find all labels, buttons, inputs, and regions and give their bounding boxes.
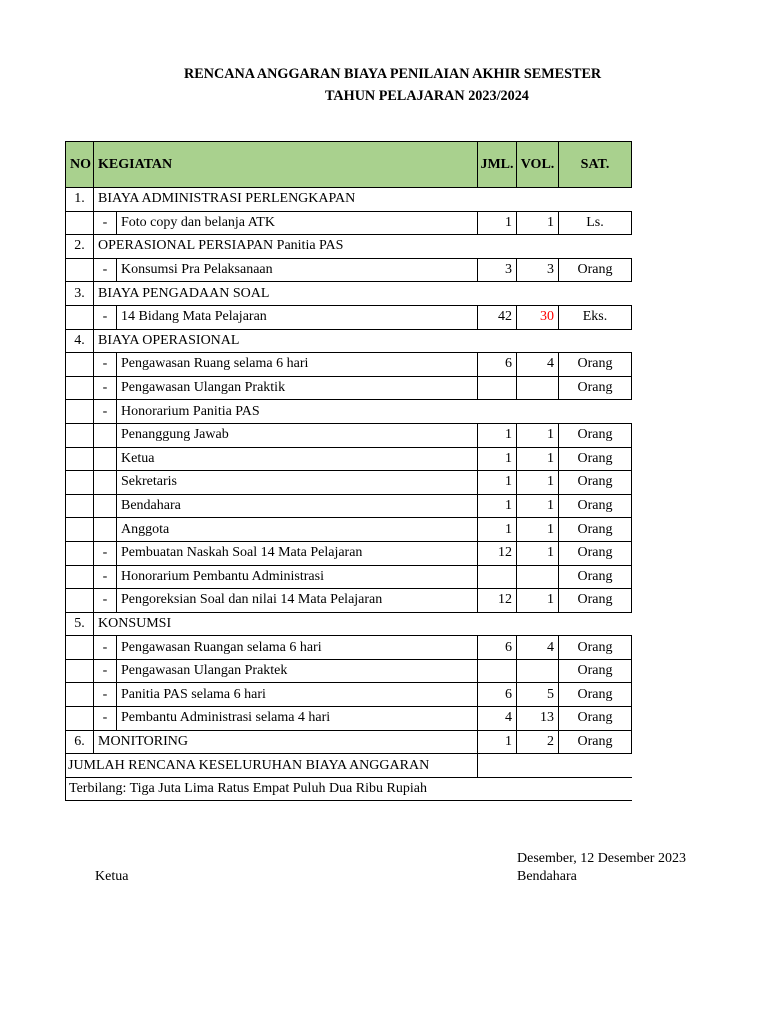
item-name: Pengawasan Ruang selama 6 hari	[117, 353, 478, 377]
sat-cell: Orang	[559, 423, 632, 447]
budget-table	[65, 141, 632, 801]
table-row	[66, 400, 632, 424]
item-name: 14 Bidang Mata Pelajaran	[117, 305, 478, 329]
sat-cell: Orang	[559, 353, 632, 377]
table-row	[66, 258, 632, 282]
jml-cell	[478, 376, 517, 400]
table-row	[66, 376, 632, 400]
table-row	[66, 541, 632, 565]
dash-cell	[94, 471, 117, 495]
item-name: Pengawasan Ulangan Praktik	[117, 376, 478, 400]
section-row	[66, 329, 632, 353]
sat-cell: Orang	[559, 258, 632, 282]
vol-cell: 4	[517, 636, 559, 660]
sat-cell: Orang	[559, 565, 632, 589]
jml-cell	[478, 659, 517, 683]
dash-cell: -	[94, 589, 117, 613]
section-label: BIAYA PENGADAAN SOAL	[94, 282, 632, 306]
section-label: MONITORING	[94, 730, 478, 754]
sat-cell: Orang	[559, 589, 632, 613]
dash-cell	[94, 494, 117, 518]
no-cell	[66, 707, 94, 731]
dash-cell: -	[94, 707, 117, 731]
item-name: Penanggung Jawab	[117, 423, 478, 447]
no-cell	[66, 305, 94, 329]
vol-cell: 1	[517, 494, 559, 518]
table-row	[66, 423, 632, 447]
vol-cell: 1	[517, 589, 559, 613]
table-row	[66, 471, 632, 495]
table-header-row	[66, 142, 632, 188]
no-cell	[66, 211, 94, 235]
section-label: OPERASIONAL PERSIAPAN Panitia PAS	[94, 235, 632, 259]
sat-cell: Eks.	[559, 305, 632, 329]
jml-cell: 12	[478, 589, 517, 613]
no-cell	[66, 565, 94, 589]
header-vol: VOL.	[517, 142, 559, 188]
table-row	[66, 589, 632, 613]
sat-cell: Orang	[559, 636, 632, 660]
no-cell	[66, 541, 94, 565]
table-row	[66, 707, 632, 731]
dash-cell: -	[94, 659, 117, 683]
jml-cell: 4	[478, 707, 517, 731]
budget-table-container	[65, 141, 631, 801]
sat-cell: Orang	[559, 730, 632, 754]
no-cell	[66, 353, 94, 377]
vol-cell: 3	[517, 258, 559, 282]
table-row	[66, 659, 632, 683]
dash-cell	[94, 423, 117, 447]
jml-cell: 6	[478, 683, 517, 707]
no-cell	[66, 258, 94, 282]
section-row	[66, 282, 632, 306]
item-name: Panitia PAS selama 6 hari	[117, 683, 478, 707]
section-label: KONSUMSI	[94, 612, 632, 636]
section-row	[66, 188, 632, 212]
no-cell	[66, 494, 94, 518]
vol-cell: 1	[517, 447, 559, 471]
sat-cell: Orang	[559, 707, 632, 731]
terbilang-text: Terbilang: Tiga Juta Lima Ratus Empat Puluh Dua Ribu Rupiah	[66, 777, 632, 801]
monitoring-row	[66, 730, 632, 754]
dash-cell: -	[94, 541, 117, 565]
dash-cell	[94, 447, 117, 471]
table-row	[66, 305, 632, 329]
section-no: 2.	[66, 235, 94, 259]
item-name: Ketua	[117, 447, 478, 471]
item-name: Anggota	[117, 518, 478, 542]
total-row	[66, 754, 632, 778]
sat-cell: Orang	[559, 376, 632, 400]
sat-cell: Orang	[559, 471, 632, 495]
jml-cell	[478, 565, 517, 589]
table-row	[66, 447, 632, 471]
title-line-1: RENCANA ANGGARAN BIAYA PENILAIAN AKHIR SEMESTER	[184, 66, 602, 82]
vol-cell	[517, 376, 559, 400]
sat-cell: Orang	[559, 518, 632, 542]
section-label: BIAYA OPERASIONAL	[94, 329, 632, 353]
signature-right-role: Bendahara	[517, 869, 577, 884]
no-cell	[66, 636, 94, 660]
table-row	[66, 211, 632, 235]
dash-cell: -	[94, 211, 117, 235]
jml-cell: 1	[478, 447, 517, 471]
section-no: 6.	[66, 730, 94, 754]
sat-cell: Orang	[559, 659, 632, 683]
jml-cell: 1	[478, 423, 517, 447]
header-sat: SAT.	[559, 142, 632, 188]
dash-cell	[94, 518, 117, 542]
table-row	[66, 518, 632, 542]
header-no: NO	[66, 142, 94, 188]
total-label: JUMLAH RENCANA KESELURUHAN BIAYA ANGGARAN	[66, 754, 478, 778]
vol-cell: 1	[517, 541, 559, 565]
section-row	[66, 235, 632, 259]
item-name: Sekretaris	[117, 471, 478, 495]
section-no: 4.	[66, 329, 94, 353]
item-name: Pembantu Administrasi selama 4 hari	[117, 707, 478, 731]
jml-cell: 1	[478, 494, 517, 518]
table-row	[66, 353, 632, 377]
jml-cell: 6	[478, 353, 517, 377]
dash-cell: -	[94, 683, 117, 707]
no-cell	[66, 471, 94, 495]
jml-cell: 42	[478, 305, 517, 329]
no-cell	[66, 400, 94, 424]
sat-cell: Orang	[559, 494, 632, 518]
sat-cell: Orang	[559, 447, 632, 471]
dash-cell: -	[94, 258, 117, 282]
vol-cell: 4	[517, 353, 559, 377]
item-name: Pengawasan Ulangan Praktek	[117, 659, 478, 683]
item-name: Pengawasan Ruangan selama 6 hari	[117, 636, 478, 660]
no-cell	[66, 447, 94, 471]
jml-cell: 3	[478, 258, 517, 282]
vol-cell-highlight: 30	[517, 305, 559, 329]
dash-cell: -	[94, 565, 117, 589]
vol-cell: 1	[517, 211, 559, 235]
header-jml: JML.	[478, 142, 517, 188]
jml-cell: 1	[478, 211, 517, 235]
document-title	[0, 66, 630, 106]
section-no: 3.	[66, 282, 94, 306]
signature-date: Desember, 12 Desember 2023	[517, 851, 686, 866]
vol-cell: 1	[517, 518, 559, 542]
vol-cell: 1	[517, 471, 559, 495]
sat-cell: Orang	[559, 541, 632, 565]
table-row	[66, 565, 632, 589]
item-name: Konsumsi Pra Pelaksanaan	[117, 258, 478, 282]
vol-cell: 5	[517, 683, 559, 707]
item-name: Bendahara	[117, 494, 478, 518]
header-kegiatan: KEGIATAN	[94, 142, 478, 188]
no-cell	[66, 423, 94, 447]
vol-cell: 1	[517, 423, 559, 447]
no-cell	[66, 376, 94, 400]
table-row	[66, 494, 632, 518]
vol-cell: 13	[517, 707, 559, 731]
sat-cell: Orang	[559, 683, 632, 707]
section-no: 5.	[66, 612, 94, 636]
table-row	[66, 683, 632, 707]
item-name: Honorarium Pembantu Administrasi	[117, 565, 478, 589]
item-name: Pengoreksian Soal dan nilai 14 Mata Pelajaran	[117, 589, 478, 613]
dash-cell: -	[94, 636, 117, 660]
dash-cell: -	[94, 376, 117, 400]
vol-cell: 2	[517, 730, 559, 754]
section-no: 1.	[66, 188, 94, 212]
no-cell	[66, 589, 94, 613]
jml-cell: 1	[478, 471, 517, 495]
sat-cell: Ls.	[559, 211, 632, 235]
total-value	[478, 754, 632, 778]
jml-cell: 12	[478, 541, 517, 565]
item-name: Foto copy dan belanja ATK	[117, 211, 478, 235]
section-row	[66, 612, 632, 636]
table-row	[66, 636, 632, 660]
no-cell	[66, 659, 94, 683]
vol-cell	[517, 659, 559, 683]
dash-cell: -	[94, 400, 117, 424]
item-name: Honorarium Panitia PAS	[117, 400, 632, 424]
jml-cell: 1	[478, 730, 517, 754]
no-cell	[66, 683, 94, 707]
item-name: Pembuatan Naskah Soal 14 Mata Pelajaran	[117, 541, 478, 565]
signature-left-role: Ketua	[95, 869, 129, 884]
title-line-2: TAHUN PELAJARAN 2023/2024	[325, 88, 529, 104]
terbilang-row	[66, 777, 632, 801]
vol-cell	[517, 565, 559, 589]
jml-cell: 6	[478, 636, 517, 660]
dash-cell: -	[94, 305, 117, 329]
dash-cell: -	[94, 353, 117, 377]
no-cell	[66, 518, 94, 542]
section-label: BIAYA ADMINISTRASI PERLENGKAPAN	[94, 188, 632, 212]
jml-cell: 1	[478, 518, 517, 542]
